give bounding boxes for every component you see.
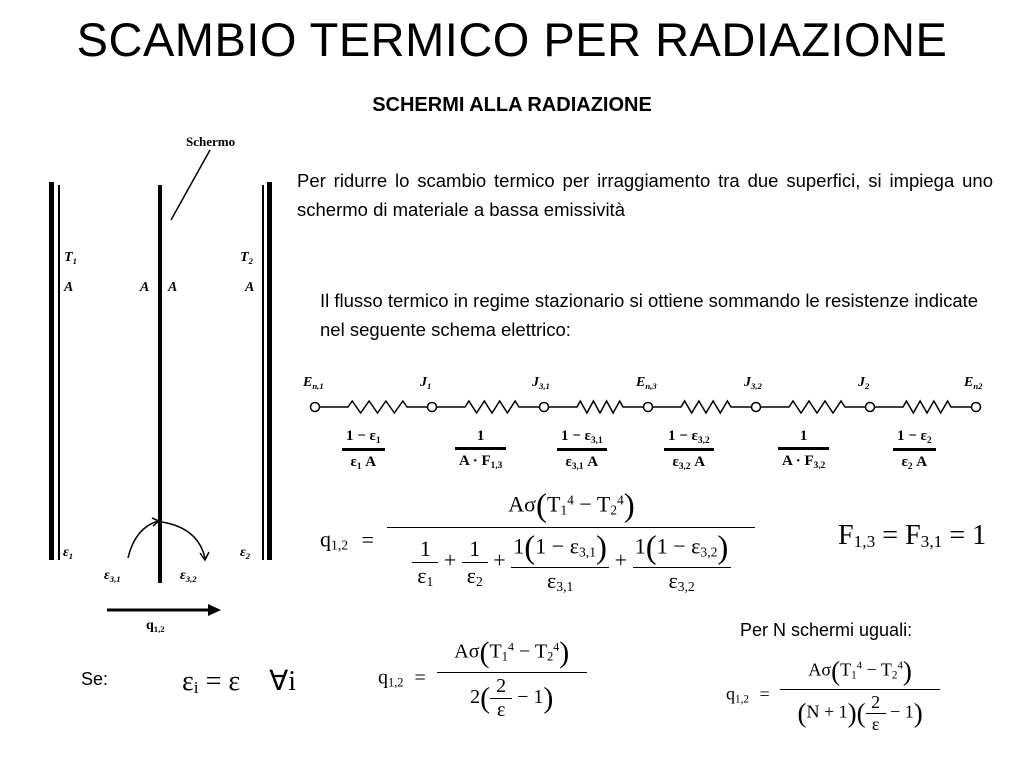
intro-paragraph: Per ridurre lo scambio termico per irraggiamento tra due superfici, si impiega uno schermo di materiale a bassa emissività [297,170,993,220]
surface-1-left-edge [49,182,54,560]
main-heat-flux-equation: q1,2 = $A\sigma(T1^4 - T2^4)$ $\frac{1}{\varepsilon 1}$ + $\frac{1}{\varepsilon 2}$ + $\frac{1(1 - \varepsilon 3,1)}{\varepsilon 3,1}$ + $\frac{1(1 - \varepsilon 3,2)}{\varepsilon 3,2}$ [320,488,755,595]
surface-1-right-edge [58,185,60,560]
resistor-4-label: $\frac{1 - \varepsilon_{3,2}}{\varepsilon_{3,2} A}$ [664,428,714,472]
circuit-node-label-4: $E_{n,3}$ [636,375,657,391]
circuit-node-5 [752,403,761,412]
area-label-shield-left: A [140,280,150,295]
eps1-label: $\varepsilon_1$ [63,545,74,561]
area-label-2: A [245,280,255,295]
n-shields-equation: q1,2 = $A\sigma(T1^4 - T2^4)$ (N + 1)( $\frac{2}{\varepsilon}$ − 1) [726,656,940,735]
resistor-6-label: $\frac{1 - \varepsilon_2}{\varepsilon_2 A}$ [893,428,936,472]
slide-title: SCAMBIO TERMICO PER RADIAZIONE [76,13,948,66]
resistor-3-label: $\frac{1 - \varepsilon_{3,1}}{\varepsilon_{3,1} A}$ [557,428,607,472]
resistance-circuit [300,395,1000,425]
n-shields-label: Per N schermi uguali: [740,620,913,640]
circuit-node-label-7: $E_{n2}$ [964,375,983,391]
circuit-node-2 [428,403,437,412]
view-factor-equation: F1,3 = F3,1 = 1 [838,520,987,551]
shield-plate [158,185,162,583]
surface-2-left-edge [262,185,264,560]
eps32-label: $\varepsilon_{3,2}$ [180,568,197,584]
q12-diagram-label: $q_{1,2}$ [146,618,165,634]
resistor-3 [549,401,643,413]
circuit-node-3 [540,403,549,412]
single-shield-equation: q1,2 = $A\sigma(T1^4 - T2^4)$ 2( $\frac{2}{\varepsilon}$ − 1) [378,636,587,722]
resistor-2 [437,401,539,413]
resistor-4 [653,401,751,413]
arrow-eps32 [162,522,205,558]
se-label: Se: [81,669,109,689]
shield-diagram [40,130,290,640]
resistor-1 [320,401,427,413]
circuit-node-7 [972,403,981,412]
circuit-node-label-6: $J_2$ [858,375,870,391]
resistor-2-label: $\frac{1}{A \cdot F_{1,3}}$ [455,428,506,471]
slide-subtitle: SCHERMI ALLA RADIAZIONE [372,94,652,116]
area-label-1: A [64,280,74,295]
equal-emissivity-condition: εi = ε ∀i [182,666,297,697]
schermo-pointer [171,150,210,220]
schermo-label: Schermo [186,134,236,149]
circuit-node-label-1: $E_{n,1}$ [303,375,324,391]
eps31-label: $\varepsilon_{3,1}$ [104,568,121,584]
area-label-shield-right: A [168,280,178,295]
resistor-5-label: $\frac{1}{A \cdot F_{3,2}}$ [778,428,829,471]
surface-2-right-edge [267,182,272,560]
resistor-1-label: $\frac{1 - \varepsilon_1}{\varepsilon_1 A}$ [342,428,385,472]
circuit-node-6 [866,403,875,412]
circuit-node-4 [644,403,653,412]
circuit-node-label-2: $J_1$ [420,375,432,391]
circuit-node-label-3: $J_{3,1}$ [532,375,550,391]
t2-label: $T_2$ [240,250,253,266]
resistor-6 [875,401,971,413]
circuit-node-1 [311,403,320,412]
resistor-5 [761,401,865,413]
circuit-node-label-5: $J_{3,2}$ [744,375,762,391]
t1-label: $T_1$ [64,250,77,266]
eps2-label: $\varepsilon_2$ [240,545,251,561]
circuit-paragraph: Il flusso termico in regime stazionario si ottiene sommando le resistenze indicate nel seguente schema elettrico: [320,290,979,340]
q-arrow-head [208,604,221,616]
